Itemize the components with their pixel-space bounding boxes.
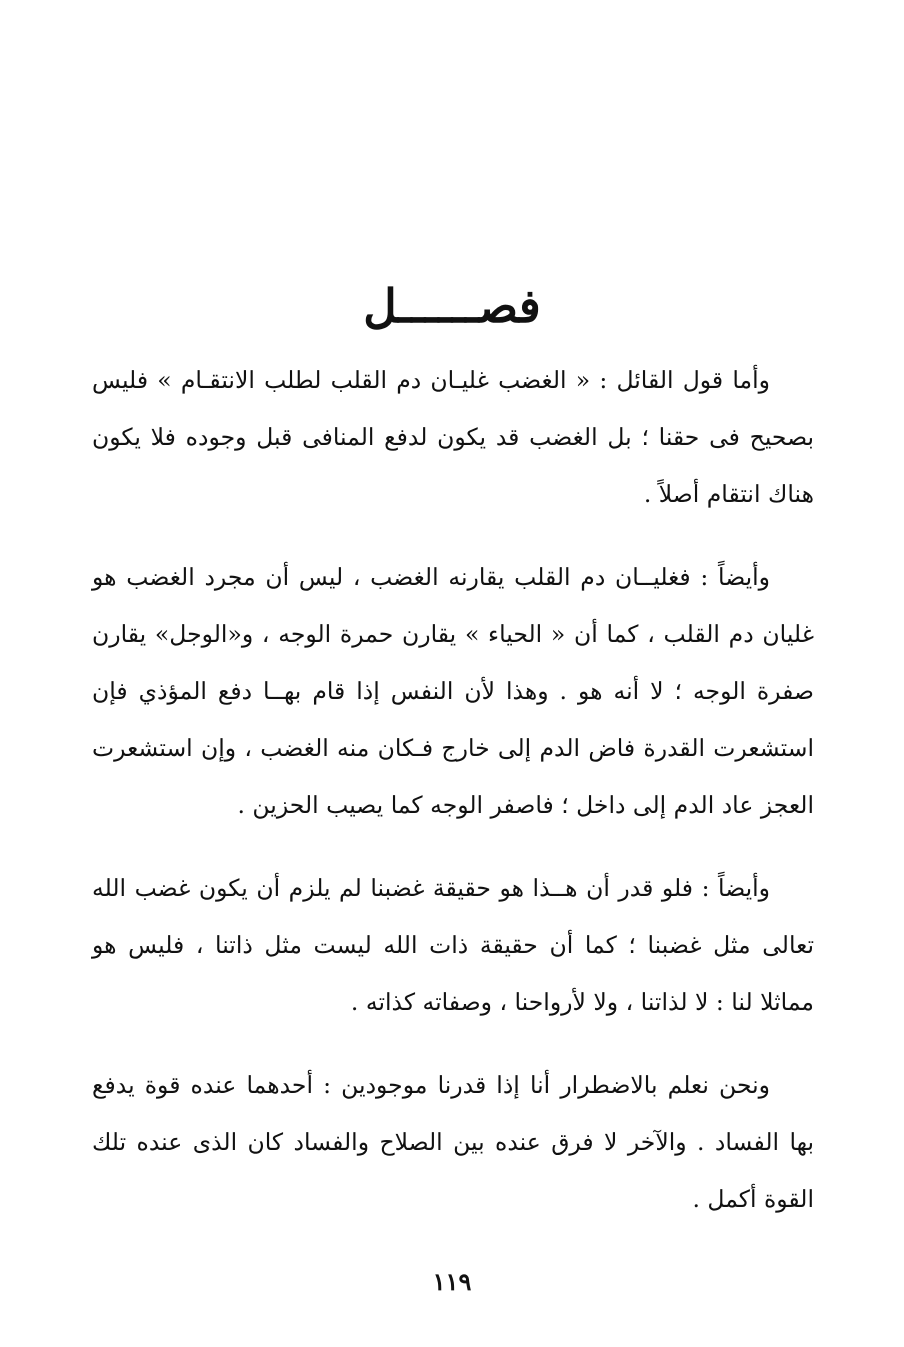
paragraph-2: وأيضاً : فغليــان دم القلب يقارنه الغضب ، ليس أن مجرد الغضب هو غليان دم القلب ، كما أن « الحياء » يقارن حمرة الوجه ، و«الوجل» يقارن صفرة الوجه ؛ لا أنه هو . وهذا لأن النفس إذا قام بهــا دفع المؤذي فإن استشعرت القدرة فاض الدم إلى خارج فـكان منه الغضب ، وإن استشعرت العجز عاد الدم إلى داخل ؛ فاصفر الوجه كما يصيب الحزين . xyxy=(92,563,814,819)
body-text xyxy=(92,352,814,1254)
page-number: ١١٩ xyxy=(432,1267,472,1296)
chapter-title: فصــــــل xyxy=(363,278,541,333)
paragraph-4: ونحن نعلم بالاضطرار أنا إذا قدرنا موجودين : أحدهما عنده قوة يدفع بها الفساد . والآخر لا فرق عنده بين الصلاح والفساد كان الذى عنده تلك القوة أكمل . xyxy=(92,1071,814,1213)
paragraph-3: وأيضاً : فلو قدر أن هــذا هو حقيقة غضبنا لم يلزم أن يكون غضب الله تعالى مثل غضبنا ؛ كما أن حقيقة ذات الله ليست مثل ذاتنا ، فليس هو مماثلا لنا : لا لذاتنا ، ولا لأرواحنا ، وصفاته كذاته . xyxy=(92,874,814,1016)
paragraph-1: وأما قول القائل : « الغضب غليـان دم القلب لطلب الانتقـام » فليس بصحيح فى حقنا ؛ بل الغضب قد يكون لدفع المنافى قبل وجوده فلا يكون هناك انتقام أصلاً . xyxy=(92,366,814,508)
